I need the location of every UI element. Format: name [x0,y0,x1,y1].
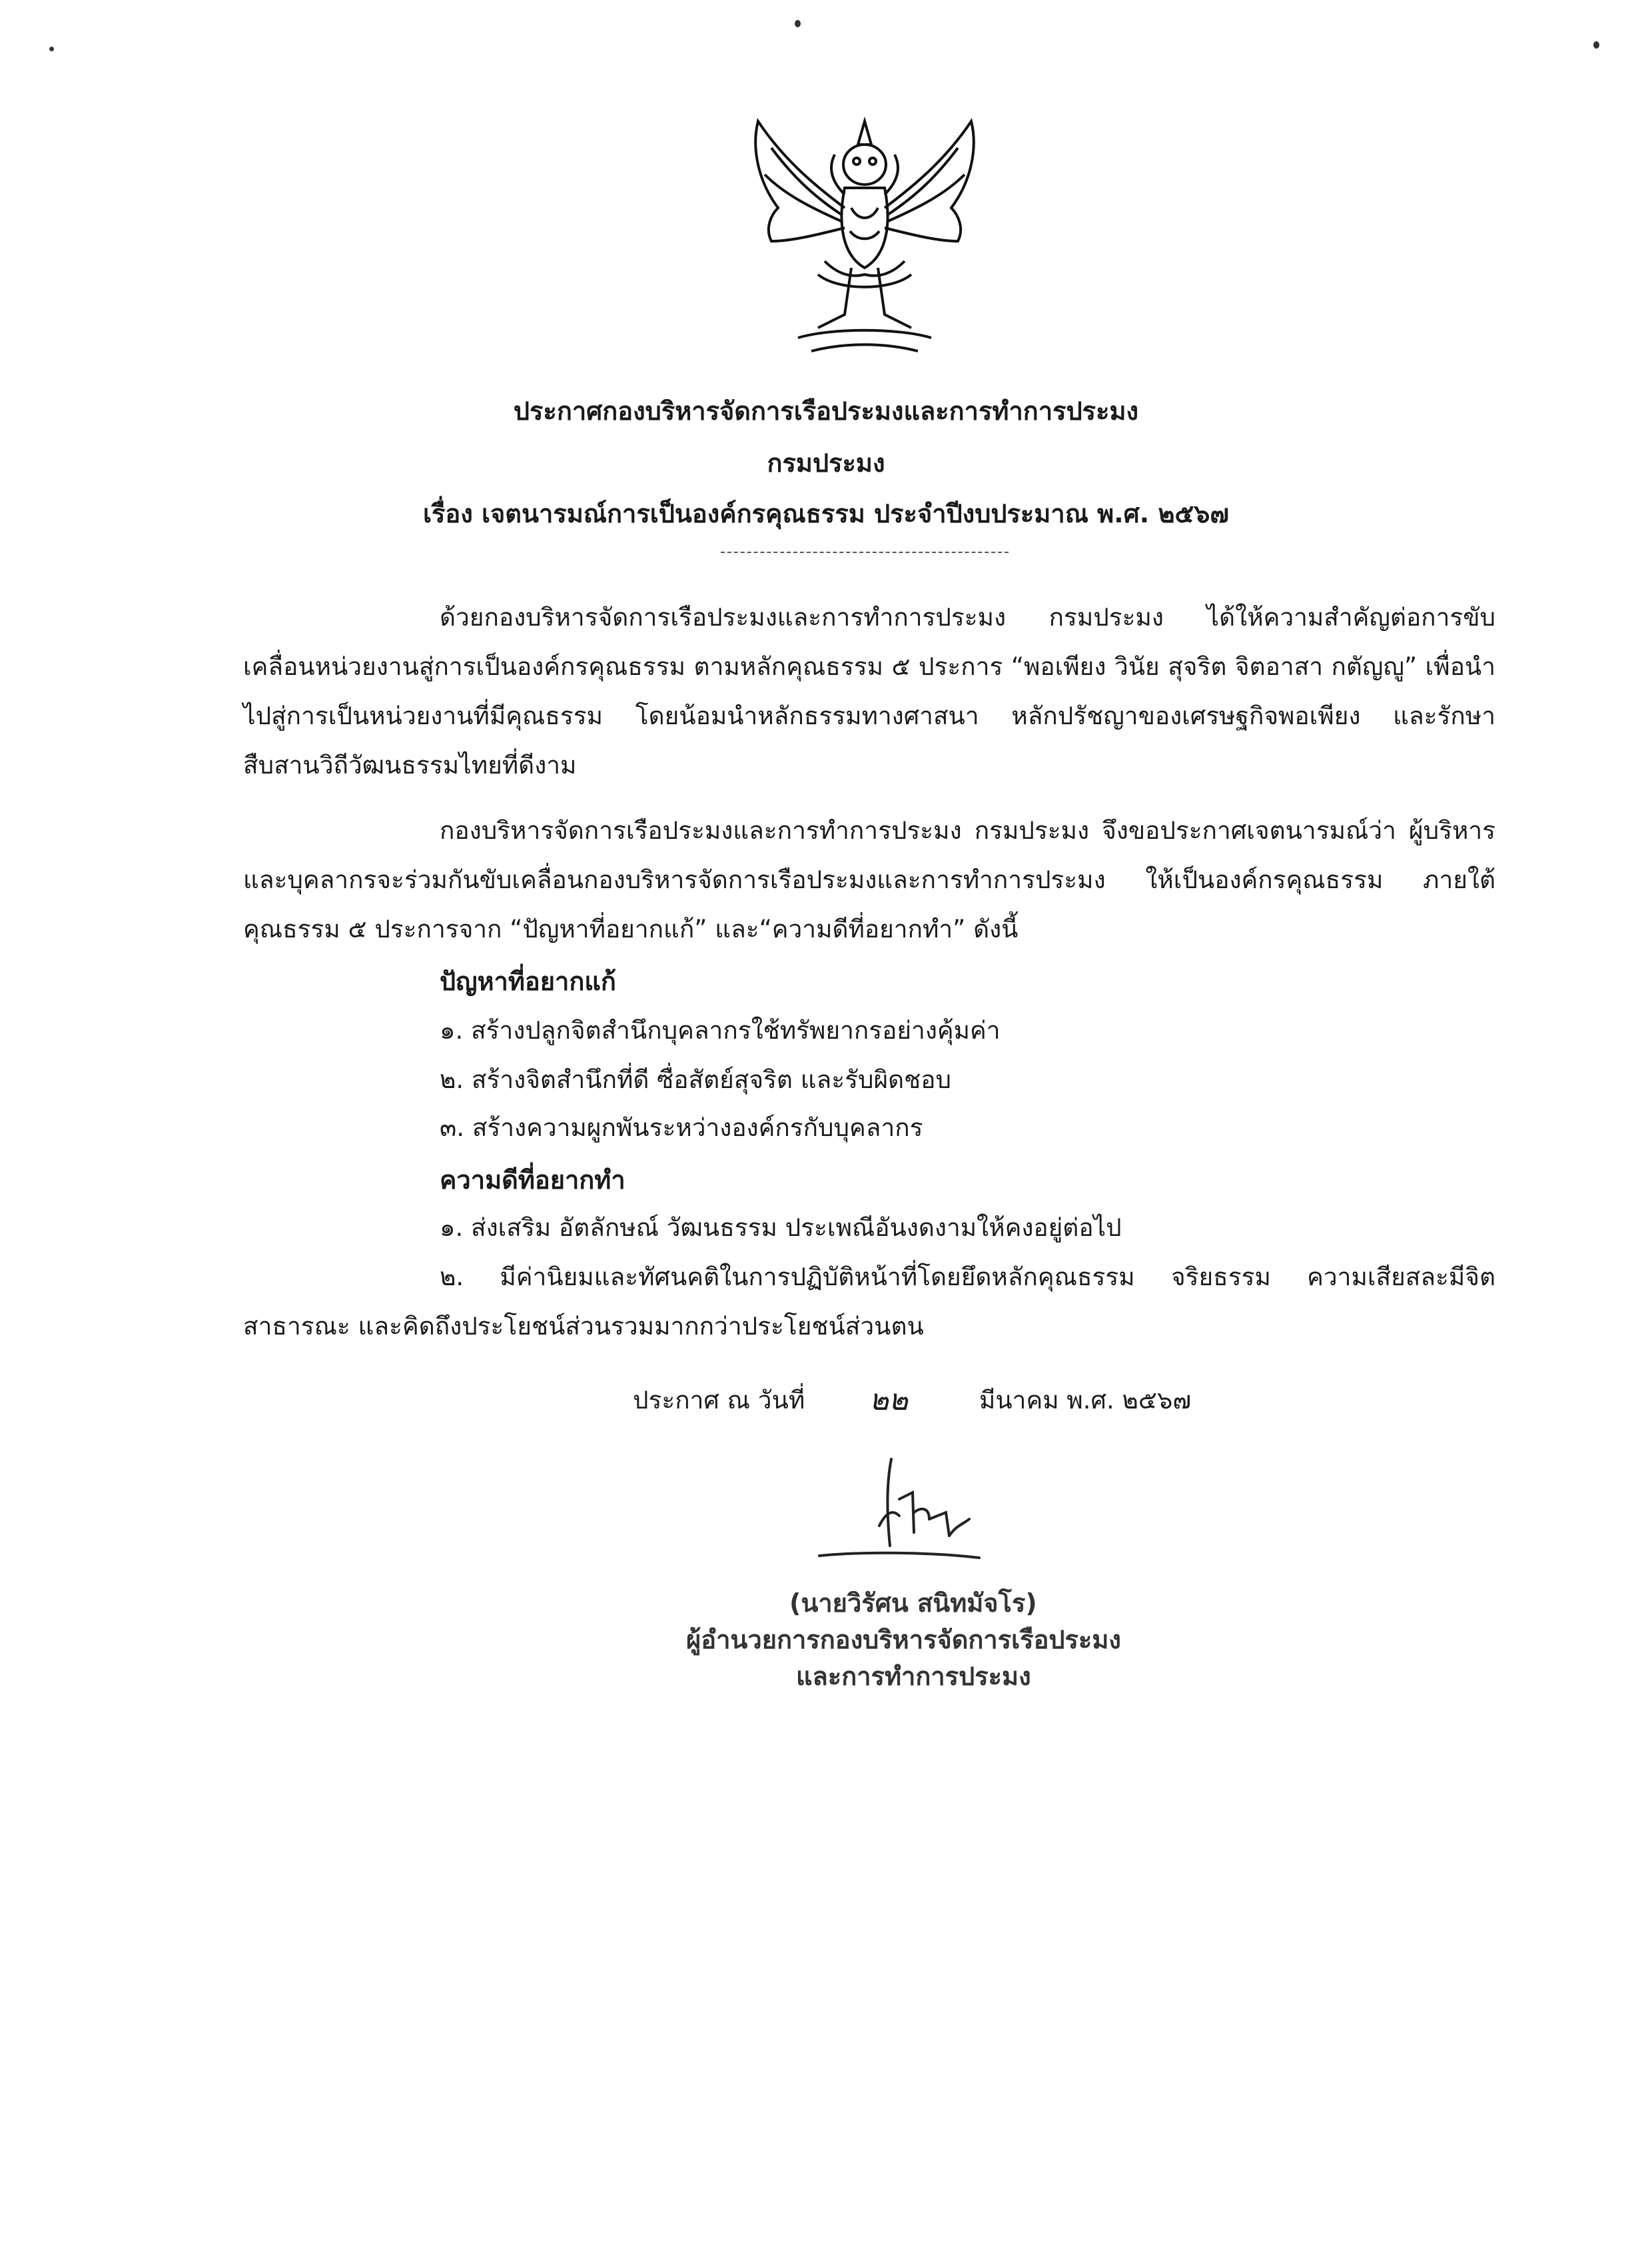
paragraph-1 [243,593,1495,790]
garuda-emblem [745,108,985,361]
date-day: ๒๒ [869,1383,909,1417]
goodness-item-text: ๒. มีค่านิยมและทัศนคติในการปฏิบัติหน้าที่โดยยึดหลักคุณธรรม จริยธรรม ความเสียสละมีจิตสาธารณะ และคิดถึงประโยชน์ส่วนรวมมากกว่าประโยชน์ส่วนตน [243,1263,1495,1341]
problem-item: ๓. สร้างความผูกพันระหว่างองค์กรกับบุคลากร [440,1113,923,1142]
scan-speck [49,47,54,51]
goodness-item [243,1253,1495,1351]
scan-speck [795,20,801,27]
scan-speck [1593,41,1599,49]
date-month-year: มีนาคม พ.ศ. ๒๕๖๗ [979,1386,1192,1415]
problems-heading: ปัญหาที่อยากแก้ [440,967,616,996]
paragraph-2 [243,806,1495,954]
paragraph-1-text: ด้วยกองบริหารจัดการเรือประมงและการทำการประมง กรมประมง ได้ให้ความสำคัญต่อการขับเคลื่อนหน่วยงานสู่การเป็นองค์กรคุณธรรม ตามหลักคุณธรรม ๕ ประการ “พอเพียง วินัย สุจริต จิตอาสา กตัญญู” เพื่อนำไปสู่การเป็นหน่วยงานที่มีคุณธรรม โดยน้อมนำหลักธรรมทางศาสนา หลักปรัชญาของเศรษฐกิจพอเพียง และรักษาสืบสานวิถีวัฒนธรรมไทยที่ดีงาม [243,603,1495,780]
signature [813,1446,986,1566]
department-name: กรมประมง [767,448,885,478]
signatory-title-line1: ผู้อำนวยการกองบริหารจัดการเรือประมง [686,1625,1121,1654]
problem-item: ๒. สร้างจิตสำนึกที่ดี ซื่อสัตย์สุจริต และรับผิดชอบ [440,1065,951,1094]
header-divider [721,552,1009,553]
problem-item: ๑. สร้างปลูกจิตสำนึกบุคลากรใช้ทรัพยากรอย่างคุ้มค่า [440,1016,1001,1045]
date-prefix: ประกาศ ณ วันที่ [633,1386,805,1415]
goodness-item: ๑. ส่งเสริม อัตลักษณ์ วัฒนธรรม ประเพณีอันงดงามให้คงอยู่ต่อไป [440,1213,1122,1242]
paragraph-2-text: กองบริหารจัดการเรือประมงและการทำการประมง กรมประมง จึงขอประกาศเจตนารมณ์ว่า ผู้บริหารและบุคลากรจะร่วมกันขับเคลื่อนกองบริหารจัดการเรือประมงและการทำการประมง ให้เป็นองค์กรคุณธรรม ภายใต้คุณธรรม ๕ ประการจาก “ปัญหาที่อยากแก้” และ“ความดีที่อยากทำ” ดังนี้ [243,816,1495,943]
goodness-heading: ความดีที่อยากทำ [440,1165,625,1195]
signatory-title-line2: และการทำการประมง [796,1662,1031,1691]
signatory-name: (นายวิรัศน สนิทมัจโร) [789,1588,1037,1618]
announcement-title: ประกาศกองบริหารจัดการเรือประมงและการทำการประมง [513,396,1139,426]
announcement-subject: เรื่อง เจตนารมณ์การเป็นองค์กรคุณธรรม ประจำปีงบประมาณ พ.ศ. ๒๕๖๗ [423,499,1229,528]
